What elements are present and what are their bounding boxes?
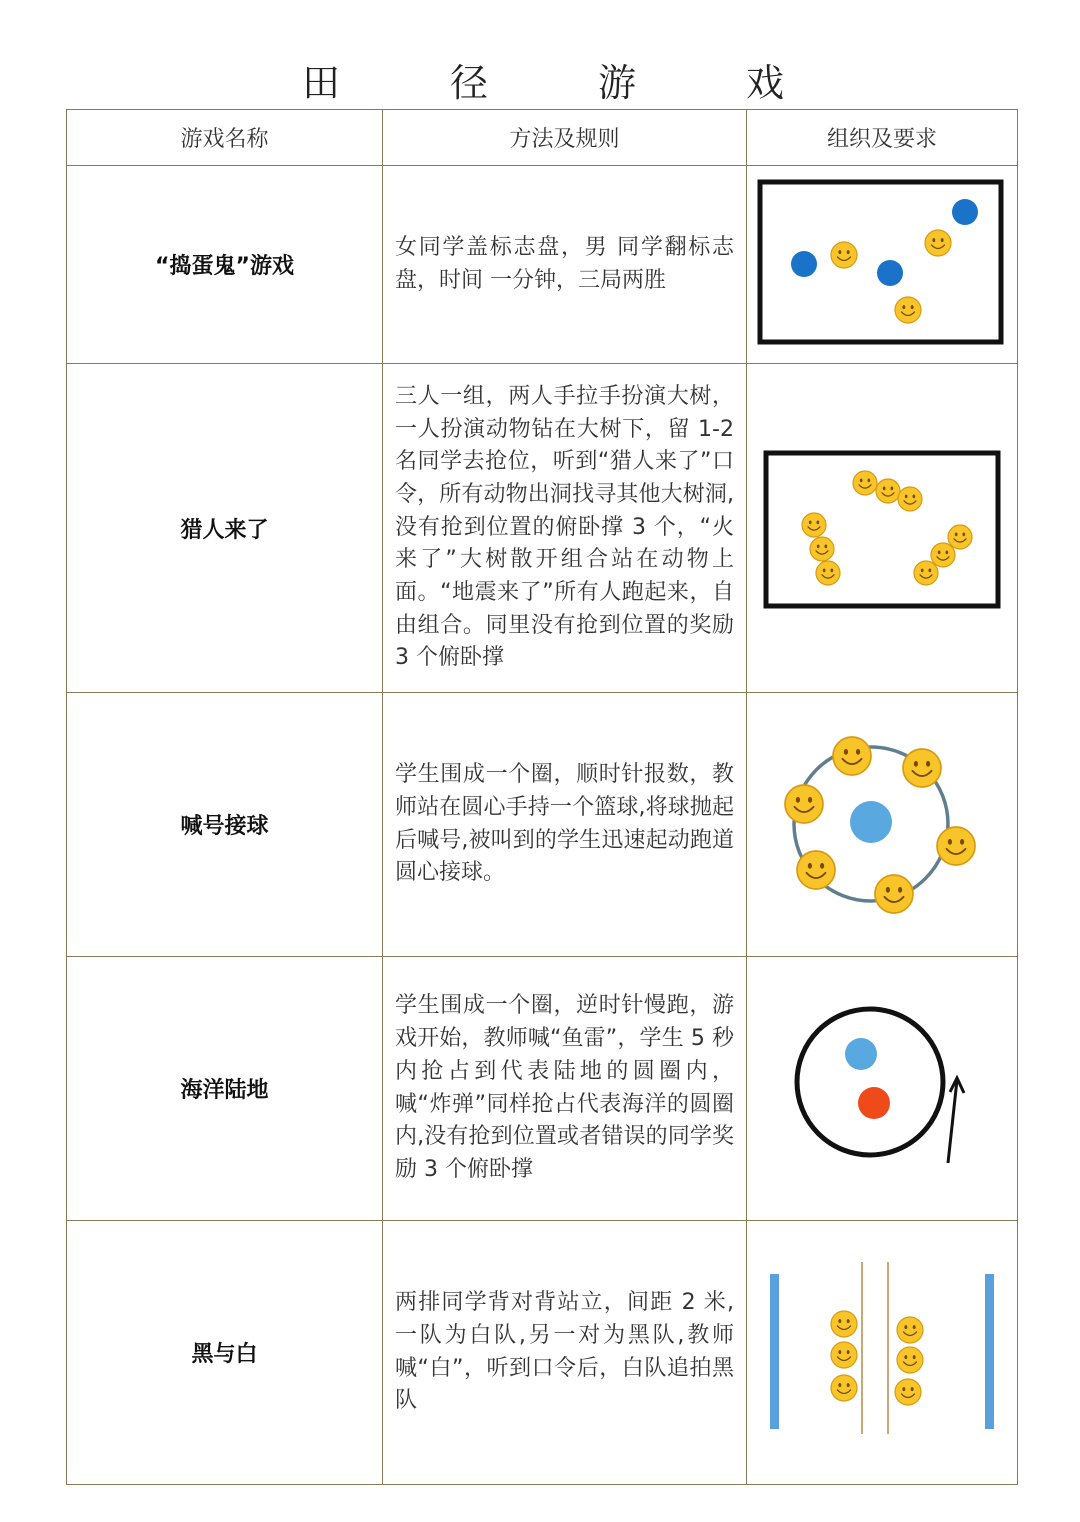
header-rules: 方法及规则 [383,110,747,166]
smiley-face-icon [797,851,835,889]
header-name: 游戏名称 [67,110,383,166]
smiley-face-icon [833,737,871,775]
blue-marker-disc-icon [952,199,978,225]
arrow-icon [948,1078,964,1163]
page-title [0,52,1080,105]
smiley-face-icon [948,525,972,549]
title-char: 径 [450,61,489,105]
smiley-face-icon [831,1375,857,1401]
smiley-face-icon [831,1311,857,1337]
game-name: 黑与白 [67,1221,383,1485]
smiley-face-icon [816,561,840,585]
header-row [67,110,1018,166]
smiley-face-icon [937,827,975,865]
table-row [67,957,1018,1221]
title-char: 游 [598,61,637,105]
game-name: 喊号接球 [67,693,383,957]
smiley-face-icon [785,785,823,823]
smiley-face-icon [897,1317,923,1343]
table-row [67,693,1018,957]
smiley-face-icon [876,479,900,503]
game-diagram [747,364,1018,693]
smiley-face-icon [895,297,921,323]
title-char: 戏 [746,61,785,105]
smiley-face-icon [831,242,857,268]
end-line-left [770,1274,779,1429]
game-diagram [747,957,1018,1221]
diagram-trees-animals [748,365,1017,692]
game-name: “捣蛋鬼”游戏 [67,166,383,364]
title-char: 田 [302,61,341,105]
game-rules: 三人一组，两人手拉手扮演大树，一人扮演动物钻在大树下，留 1-2 名同学去抢位，听到“猎人来了”口令，所有动物出洞找寻其他大树洞,没有抢到位置的俯卧撑 3 个，“火来了”大树散开组合站在动物上面。“地震来了”所有人跑起来，自由组合。同里没有抢到位置的奖励 3 个俯卧撑 [383,364,747,693]
smiley-face-icon [898,487,922,511]
header-org: 组织及要求 [747,110,1018,166]
table-row [67,364,1018,693]
game-name: 猎人来了 [67,364,383,693]
game-diagram [747,1221,1018,1485]
smiley-face-icon [931,543,955,567]
smiley-face-icon [895,1379,921,1405]
land-circle-icon [845,1038,877,1070]
smiley-face-icon [831,1342,857,1368]
smiley-face-icon [875,875,913,913]
basketball-icon [850,801,892,843]
game-rules: 学生围成一个圈，逆时针慢跑，游戏开始，教师喊“鱼雷”，学生 5 秒内抢占到代表陆地的圆圈内，喊“炸弹”同样抢占代表海洋的圆圈内,没有抢到位置或者错误的同学奖励 3 个俯卧撑 [383,957,747,1221]
running-circle [797,1009,943,1155]
games-table [66,109,1018,1485]
game-name: 海洋陆地 [67,957,383,1221]
smiley-face-icon [802,513,826,537]
game-diagram [747,166,1018,364]
blue-marker-disc-icon [791,251,817,277]
end-line-right [985,1274,994,1429]
smiley-face-icon [925,230,951,256]
smiley-face-icon [897,1347,923,1373]
game-rules: 学生围成一个圈，顺时针报数，教师站在圆心手持一个篮球,将球抛起后喊号,被叫到的学生迅速起动跑道圆心接球。 [383,693,747,957]
diagram-circle-ball [748,694,1017,956]
game-rules: 两排同学背对背站立，间距 2 米,一队为白队,另一对为黑队,教师喊“白”，听到口令后，白队追拍黑队 [383,1221,747,1485]
game-rules: 女同学盖标志盘，男 同学翻标志盘，时间 一分钟，三局两胜 [383,166,747,364]
diagram-markers-field [748,167,1017,363]
sea-circle-icon [858,1087,890,1119]
table-row [67,166,1018,364]
game-diagram [747,693,1018,957]
blue-marker-disc-icon [877,260,903,286]
diagram-black-white [748,1222,1017,1484]
table-row [67,1221,1018,1485]
smiley-face-icon [914,561,938,585]
diagram-sea-land [748,958,1017,1220]
smiley-face-icon [853,471,877,495]
smiley-face-icon [810,537,834,561]
smiley-face-icon [903,749,941,787]
